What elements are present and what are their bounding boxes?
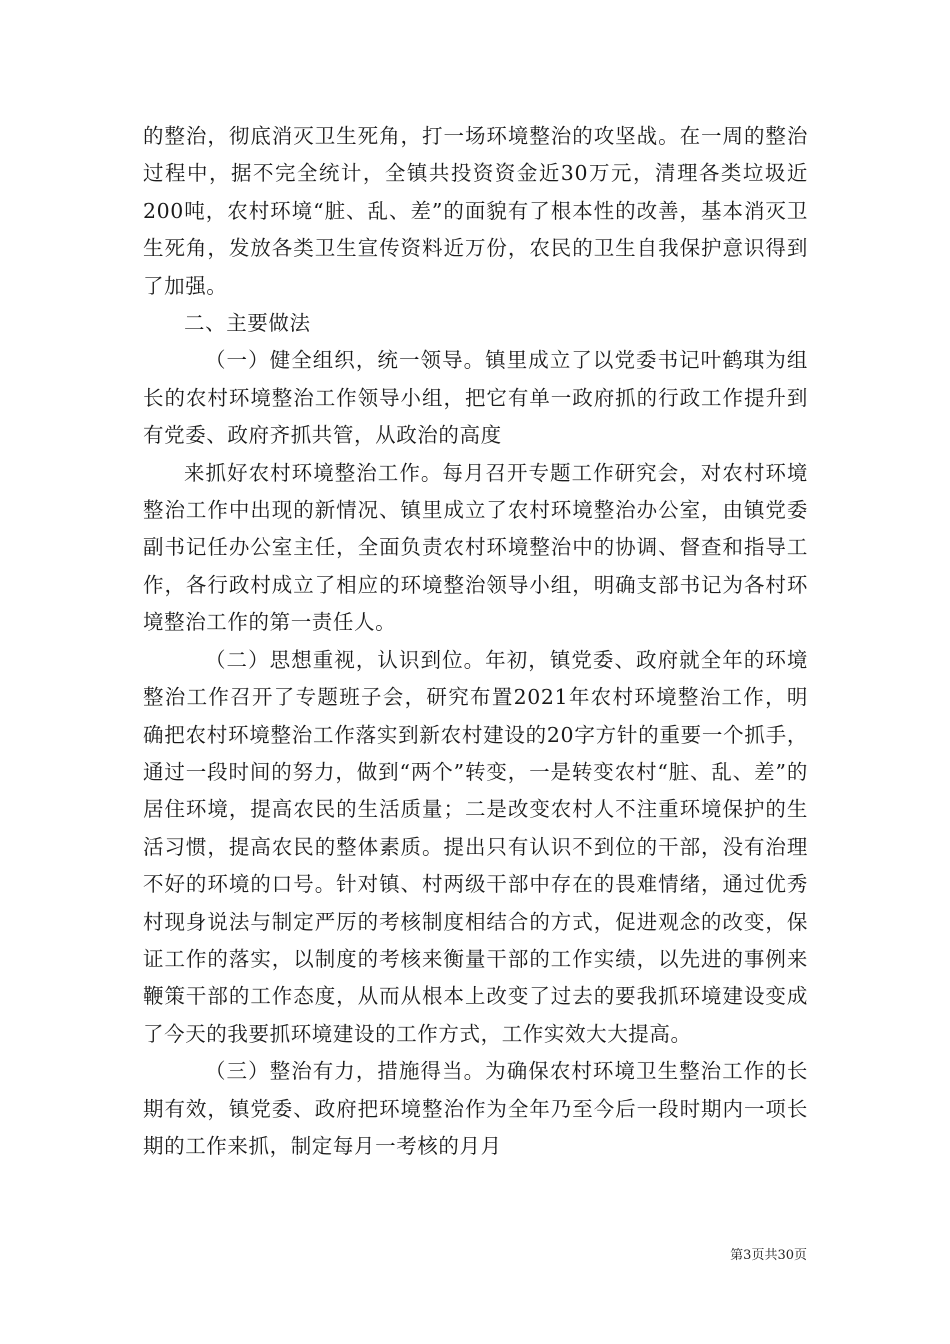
page-number: 第3页共30页 (730, 1248, 807, 1263)
section-heading: 二、主要做法 (184, 311, 311, 336)
document-page (143, 118, 808, 1165)
paragraph-awareness: （二）思想重视，认识到位。年初，镇党委、政府就全年的环境整治工作召开了专题班子会，研究布置2021年农村环境整治工作，明确把农村环境整治工作落实到新农村建设的20字方针的重要一个抓手，通过一段时间的努力，做到“两个”转变，一是转变农村“脏、乱、差”的居住环境，提高农民的生活质量；二是改变农村人不注重环境保护的生活习惯，提高农民的整体素质。提出只有认识不到位的干部，没有治理不好的环境的口号。针对镇、村两级干部中存在的畏难情绪，通过优秀村现身说法与制定严厉的考核制度相结合的方式，促进观念的改变，保证工作的落实，以制度的考核来衡量干部的工作实绩，以先进的事例来鞭策干部的工作态度，从而从根本上改变了过去的要我抓环境建设变成了今天的我要抓环境建设的工作方式，工作实效大大提高。 (143, 647, 808, 1046)
paragraph-organization: （一）健全组织，统一领导。镇里成立了以党委书记叶鹤琪为组长的农村环境整治工作领导小组，把它有单一政府抓的行政工作提升到有党委、政府齐抓共管，从政治的高度 (143, 348, 808, 448)
paragraph-continuation: 的整治，彻底消灭卫生死角，打一场环境整治的攻坚战。在一周的整治过程中，据不完全统计，全镇共投资资金近30万元，清理各类垃圾近200吨，农村环境“脏、乱、差”的面貌有了根本性的改善，基本消灭卫生死角，发放各类卫生宣传资料近万份，农民的卫生自我保护意识得到了加强。 (143, 124, 808, 298)
paragraph-measures: （三）整治有力，措施得当。为确保农村环境卫生整治工作的长期有效，镇党委、政府把环境整治作为全年乃至今后一段时期内一项长期的工作来抓，制定每月一考核的月月 (143, 1059, 808, 1158)
paragraph-organization-cont: 来抓好农村环境整治工作。每月召开专题工作研究会，对农村环境整治工作中出现的新情况、镇里成立了农村环境整治办公室，由镇党委副书记任办公室主任，全面负责农村环境整治中的协调、督查和指导工作，各行政村成立了相应的环境整治领导小组，明确支部书记为各村环境整治工作的第一责任人。 (143, 460, 808, 635)
